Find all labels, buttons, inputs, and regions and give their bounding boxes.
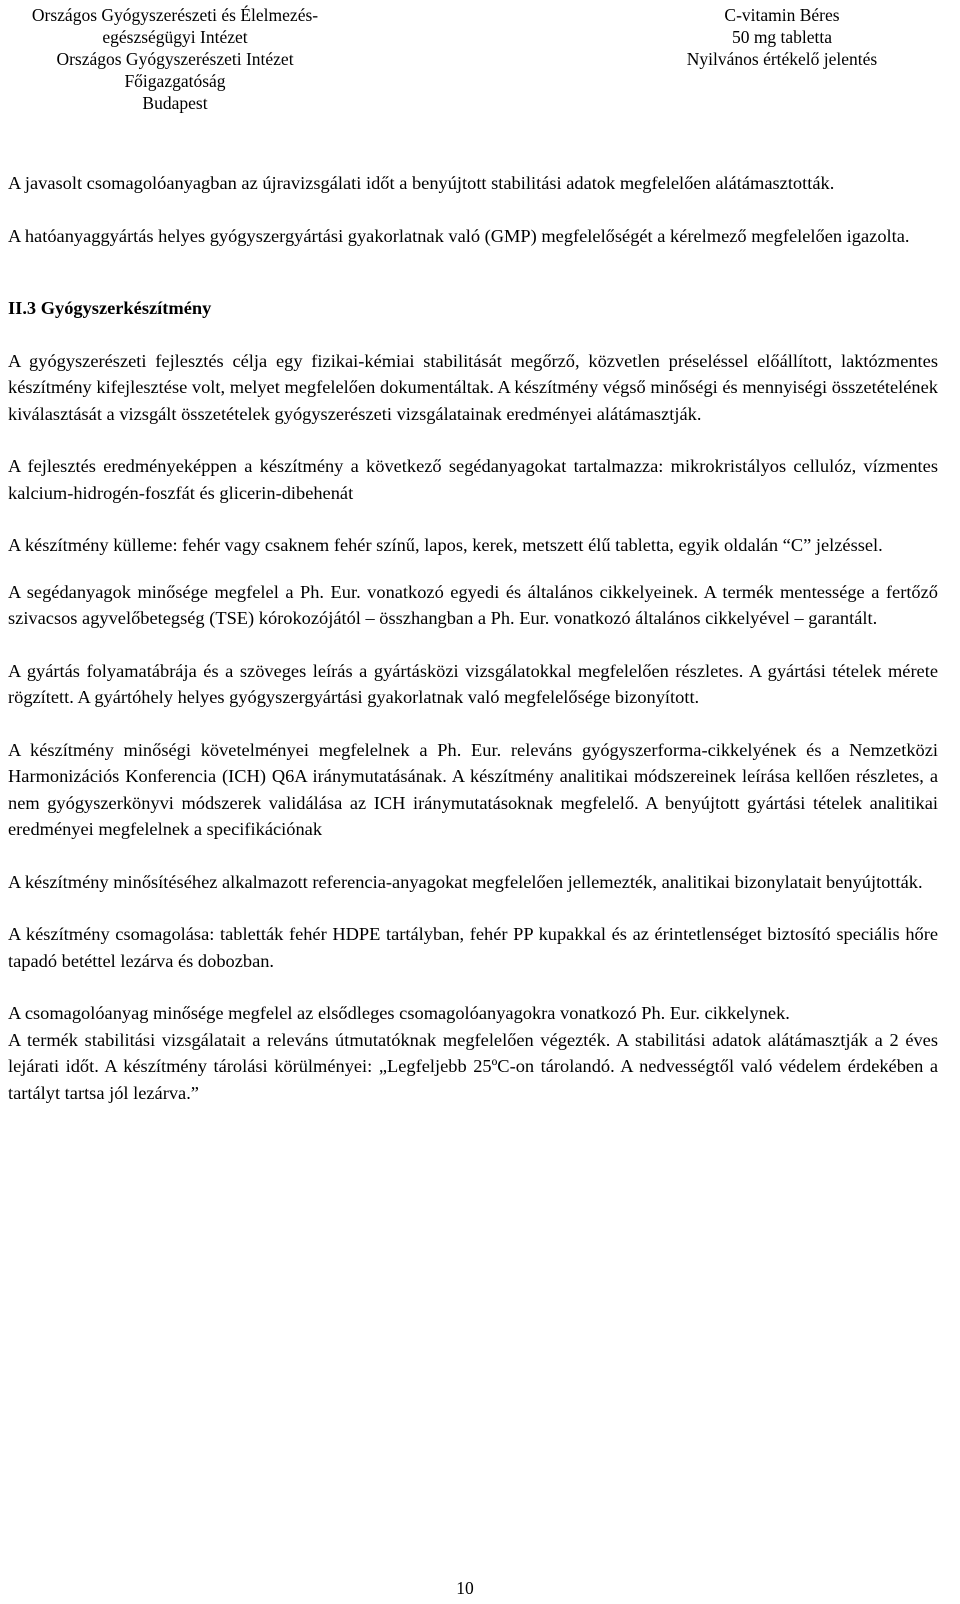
page-number: 10 [456, 1578, 474, 1598]
header-left [0, 4, 350, 114]
header-right-line-1: C-vitamin Béres [724, 5, 840, 25]
paragraph-appearance: A készítmény külleme: fehér vagy csaknem fehér színű, lapos, kerek, metszett élű tabletta, egyik oldalán “C” jelzéssel. [8, 535, 883, 555]
paragraph-gmp: A hatóanyaggyártás helyes gyógyszergyártási gyakorlatnak való (GMP) megfelelőségét a kérelmező megfelelően igazolta. [8, 225, 910, 246]
header-left-line-2: egészségügyi Intézet [102, 27, 248, 47]
paragraph-packaging-quality: A csomagolóanyag minősége megfelel az elsődleges csomagolóanyagokra vonatkozó Ph. Eur. cikkelynek. [8, 1003, 790, 1023]
paragraph-excipient-quality: A segédanyagok minősége megfelel a Ph. Eur. vonatkozó egyedi és általános cikkelyeinek. A termék mentessége a fertőző szivacsos agyvelőbetegség (TSE) kórokozójától – összhangban a Ph. Eur. vonatkozó általános cikkelyével – garantált. [8, 581, 938, 628]
paragraph-retest-period: A javasolt csomagolóanyagban az újravizsgálati időt a benyújtott stabilitási adatok megfelelően alátámasztották. [8, 173, 835, 193]
section-heading: II.3 Gyógyszerkészítmény [8, 298, 212, 318]
paragraph-reference-materials: A készítmény minősítéséhez alkalmazott referencia-anyagokat megfelelően jellemezték, analitikai bizonylatait benyújtották. [8, 871, 923, 892]
header-left-line-3: Országos Gyógyszerészeti Intézet [56, 49, 294, 69]
header-right-line-3: Nyilvános értékelő jelentés [686, 49, 878, 69]
paragraph-excipients: A fejlesztés eredményeképpen a készítmény a következő segédanyagokat tartalmazza: mikrokristályos cellulóz, vízmentes kalcium-hidrogén-foszfát és glicerin-dibehenát [8, 456, 938, 503]
header-left-line-1: Országos Gyógyszerészeti és Élelmezés- [31, 5, 319, 25]
header-right-line-2: 50 mg tabletta [731, 27, 833, 47]
document-body [8, 170, 938, 1106]
paragraph-development: A gyógyszerészeti fejlesztés célja egy fizikai-kémiai stabilitását megőrző, közvetlen préseléssel előállított, laktózmentes készítmény kifejlesztése volt, melyet megfelelően dokumentáltak. A készítmény végső minőségi és mennyiségi összetételének kiválasztását a vizsgált összetételek gyógyszerészeti vizsgálatainak eredményei alátámasztják. [8, 350, 938, 424]
paragraph-manufacturing: A gyártás folyamatábrája és a szöveges leírás a gyártásközi vizsgálatokkal megfelelően részletes. A gyártási tételek mérete rögzített. A gyártóhely helyes gyógyszergyártási gyakorlatnak való megfelelősége bizonyított. [8, 660, 938, 707]
header-right [632, 4, 932, 70]
paragraph-specifications: A készítmény minőségi követelményei megfelelnek a Ph. Eur. releváns gyógyszerforma-cikkelyének és a Nemzetközi Harmonizációs Konferencia (ICH) Q6A iránymutatásának. A készítmény analitikai módszereinek leírása kellően részletes, a nem gyógyszerkönyvi módszerek validálása az ICH iránymutatásoknak megfelelő. A benyújtott gyártási tételek analitikai eredményei megfelelnek a specifikációnak [8, 739, 938, 839]
header-left-line-5: Budapest [142, 93, 208, 113]
header-left-line-4: Főigazgatóság [124, 71, 226, 91]
paragraph-stability: A termék stabilitási vizsgálatait a releváns útmutatóknak megfelelően végezték. A stabilitási adatok alátámasztják a 2 éves lejárati időt. A készítmény tárolási körülményei: „Legfeljebb 25ºC-on tárolandó. A nedvességtől való védelem érdekében a tartályt tartsa jól lezárva.” [8, 1029, 938, 1103]
paragraph-packaging: A készítmény csomagolása: tabletták fehér HDPE tartályban, fehér PP kupakkal és az érintetlenséget biztosító speciális hőre tapadó betéttel lezárva és dobozban. [8, 924, 938, 971]
